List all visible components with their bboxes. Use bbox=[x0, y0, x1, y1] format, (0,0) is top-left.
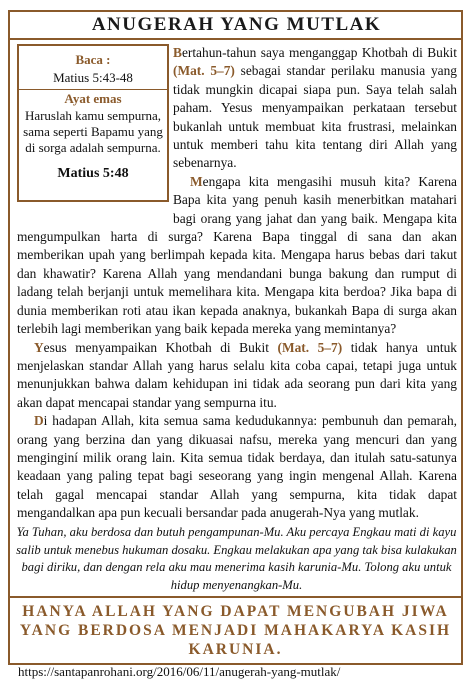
verse-box bbox=[17, 44, 169, 202]
paragraph-text: tidak hanya untuk menjelaskan standar Allah yang harus selalu kita coba capai, tetapi juga untuk menunjukkan bahwa dalam kehidupan ini tidak ada seorang pun dari kita yang akan dapat mencapai standar yang sempurna itu. bbox=[17, 339, 458, 410]
key-verse-text: Haruslah kamu sempurna, sama seperti Bapamu yang di sorga adalah sempurna. bbox=[23, 108, 163, 155]
paragraph-text: ertahun-tahun saya menganggap Khotbah di Bukit bbox=[181, 45, 457, 60]
source-link[interactable]: https://santapanrohani.org/2016/06/11/anugerah-yang-mutlak/ bbox=[18, 664, 341, 679]
title-divider bbox=[10, 38, 461, 40]
reading-reference: Matius 5:43-48 bbox=[53, 70, 133, 85]
paragraph-initial: B bbox=[173, 45, 182, 60]
paragraph-text: engapa kita mengasihi musuh kita? Karena Bapa kita yang penuh kasih menerbitkan matahari bagi orang yang jahat dan yang baik. Mengapa kita mengumpulkan harta di surga? Karena Bapa tinggal di sana dan akan memberikan upah yang berlimpah kepada kita. Mengapa harus bebas dari takut dan khawatir? Karena Allah yang mendandani bunga bakung dan rumput di ladang telah berjanji untuk memelihara kita. Mengapa kita berdoa? Jika bapa di dunia memberikan roti atau ikan kepada anaknya, bukankah Bapa di surga akan terlebih lagi memberikan yang baik kepada mereka yang memintanya? bbox=[17, 173, 457, 337]
paragraph-text: esus menyampaikan Khotbah di Bukit bbox=[43, 339, 278, 355]
key-verse-reference: Matius 5:48 bbox=[57, 166, 129, 181]
paragraph-initial: D bbox=[34, 413, 44, 429]
motto-divider bbox=[10, 596, 461, 598]
paragraph-initial: Y bbox=[34, 339, 44, 355]
scripture-reference: (Mat. 5–7) bbox=[173, 63, 235, 79]
paragraph-initial: M bbox=[190, 173, 203, 189]
paragraph-text: sebagai standar perilaku manusia yang tidak mungkin dicapai siapa pun. Saya telah salah paham. Yesus menyampaikan perkataan tersebut bukanlah untuk membuat kita frustrasi, melainkan untuk memberi tahu kita tentang diri Allah yang sebenarnya. bbox=[173, 63, 457, 171]
paragraph-text: i hadapan Allah, kita semua sama kedudukannya: pembunuh dan pemarah, orang yang berzina dan yang dikuasai nafsu, mereka yang mencuri dan yang menginginí milik orang lain. Kita semua tidak berdaya, dan itulah satu-satunya keadaan yang paling tepat bagi seseorang yang ingin mengenal Allah. Karena telah gagal mencapai standar Allah yang sempurna, kita tidak dapat mengandalkan apa pun kecuali bersandar pada anugerah-Nya yang mutlak. bbox=[17, 413, 457, 521]
scripture-reference: (Mat. 5–7) bbox=[277, 339, 343, 355]
page-title: ANUGERAH YANG MUTLAK bbox=[91, 14, 382, 35]
prayer-text: Ya Tuhan, aku berdosa dan butuh pengampunan-Mu. Aku percaya Engkau mati di kayu salib untuk menebus hukuman dosaku. Engkau melakukan apa yang tak bisa kulakukan bagi diriku, dan dengan rela aku mau menerima kasih karunia-Mu. Tolong aku untuk hidup menyenangkan-Mu. bbox=[16, 525, 457, 592]
closing-motto: HANYA ALLAH YANG DAPAT MENGUBAH JIWA YANG BERDOSA MENJADI MAHAKARYA KASIH KARUNIA. bbox=[19, 603, 452, 658]
paragraph bbox=[17, 412, 457, 522]
key-verse-label: Ayat emas bbox=[64, 91, 122, 106]
verse-box-divider bbox=[19, 89, 167, 90]
reading-label: Baca : bbox=[75, 52, 111, 67]
paragraph bbox=[17, 339, 457, 413]
